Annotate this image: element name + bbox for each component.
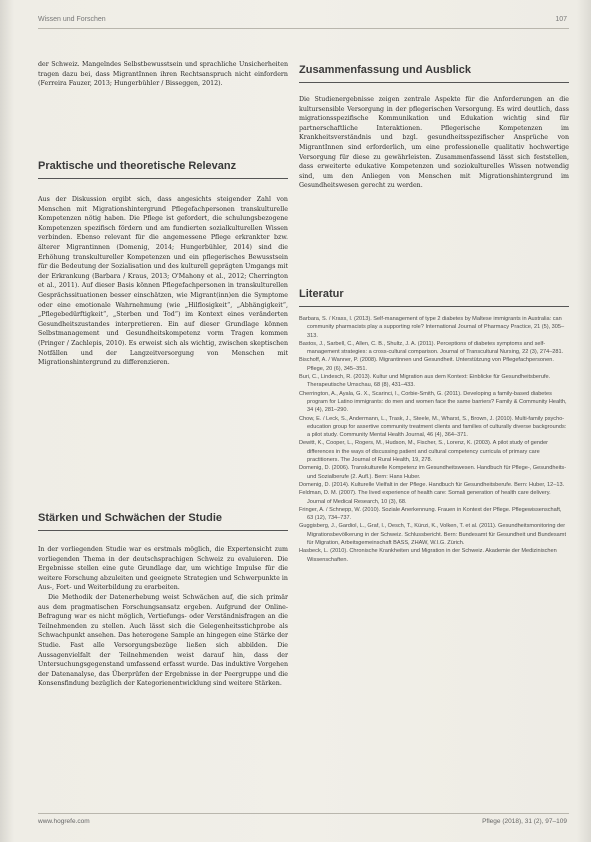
section-heading: Literatur (299, 288, 569, 307)
running-header (38, 10, 569, 29)
section-summary-outlook (299, 64, 569, 191)
section-heading: Stärken und Schwächen der Studie (38, 512, 288, 531)
section-practical-relevance (38, 160, 288, 368)
section-heading: Zusammenfassung und Ausblick (299, 64, 569, 83)
reference-item: Fringer, A. / Schnepp, W. (2010). Soziale Anerkennung. Frauen in Kontext der Pflege. Pflegewissenschaft, 63 (12), 734–737. (299, 506, 562, 522)
reference-item: Cherrington, A., Ayala, G. X., Scarinci, I., Corbie-Smith, G. (2011). Developing a family-based diabetes program for Latino immigrants: do men and women face the same barriers? Family & Community Health, 34 (4), 281–290. (299, 390, 567, 414)
section-paragraph: In der vorliegenden Studie war es erstmals möglich, die Expertensicht zum vorliegenden Thema in der deutschsprachigen Schweiz zu evaluieren. Die Ergebnisse stellen eine gute Grundlage dar, um wichtige Impulse für die weitere Forschung abzuleiten und geeignete Strategien und Schwerpunkte in Aus-, Fort- und Weiterbildung zu erarbeiten. (38, 546, 288, 592)
section-literature (299, 288, 569, 564)
section-paragraph: Die Methodik der Datenerhebung weist Schwächen auf, die sich primär aus dem pragmatischen Forschungsansatz ergeben. Aufgrund der Online-Befragung war es nicht möglich, Vertiefungs- oder Verständnisfragen an die Teilnehmenden zu stellen. Auch lässt sich die Gelegenheitsstichprobe als Schwachpunkt ansehen. Das heterogene Sample an hingegen eine Stärke der Studie. Fast alle Versorgungsbezüge ließen sich abbilden. Die Aussagenvielfalt der Teilnehmenden weist darauf hin, dass der Untersuchungsgegenstand umfassend erfasst wurde. Das induktive Vorgehen der Datenanalyse, das Überprüfen der Ergebnisse in der Peergruppe und die Konsensfindung bezüglich der Kategorienentwicklung sind weitere Stärken. (38, 593, 288, 688)
reference-item: Guggisberg, J., Gardiol, L., Graf, I., Oesch, T., Künzi, K., Volken, T. et al. (2011). Gesundheitsmonitoring der Migrationsbevölkerung in der Schweiz. Schlussbericht. Bern: Bundesamt für Gesundheit und Bundesamt für Migration, Arbeitsgemeinschaft BASS, ZHAW, W.I.G. Zürich. (299, 523, 567, 547)
section-strengths-weaknesses (38, 512, 288, 689)
intro-block (38, 60, 288, 89)
page-number: 107 (555, 16, 567, 23)
section-paragraph: Die Studienergebnisse zeigen zentrale Aspekte für die Anforderungen an die kultursensible Versorgung in der pflegerischen Versorgung. Es wird deutlich, dass migrationsspezifische Kommunikation und Edukation wichtig sind für partnerschaftliche Interaktionen. Pflegerische Kompetenzen im Krankheitsverständnis und bzgl. gesundheitsspezifischer Ansprüche von MigrantInnen sind erforderlich, um eine professionelle qualitativ hochwertige Versorgung für diese zu gewährleisten. Zusammenfassend lässt sich feststellen, dass erweiterte edukative Kompetenzen und soziokulturelles Wissen notwendig sind, um den Anliegen von Menschen mit Migrationshintergrund im Gesundheitswesen gerecht zu werden. (299, 96, 569, 190)
reference-item: Feldman, D. M. (2007). The lived experience of health care: Somali generation of health care delivery. Journal of Medical Research, 10 (3), 68. (299, 490, 551, 505)
reference-item: Dewitt, K., Cooper, L., Rogers, M., Hudson, M., Fischer, S., Lorenz, K. (2003). A pilot study of gender differences in the ways of discussing patient and cultural competency curricula of primary care practitioners. The Journal of Rural Health, 19, 278. (299, 440, 549, 464)
reference-item: Bastos, J., Sarbell, C., Allen, C. B., Shultz, J. A. (2011). Perceptions of diabetes symptoms and self-management strategies: a cross-cultural comparison. Journal of Transcultural Nursing, 22 (3), 274–281. (299, 340, 564, 356)
intro-paragraph: der Schweiz. Mangelndes Selbstbewusstsein und sprachliche Unsicherheiten tragen dazu bei, dass MigrantInnen ihren Rechtsanspruch nicht einfordern (Ferreira Fauzer, 2013; Hungerbühler / Bisseggen, 2012). (38, 61, 288, 88)
running-header-section: Wissen und Forschen (38, 16, 106, 23)
reference-list (299, 315, 569, 564)
reference-item: Domenig, D. (2014). Kulturelle Vielfalt in der Pflege. Handbuch für Gesundheitsberufe. Bern: Huber, 12–13. (299, 481, 565, 488)
reference-item: Buri, C., Lindesch, R. (2013). Kultur und Migration aus dem Kontext: Einblicke für Gesundheitsberufe. Therapeutische Umschau, 68 (8), 431–433. (299, 374, 551, 389)
section-paragraph: Aus der Diskussion ergibt sich, dass angesichts steigender Zahl von Menschen mit Migrationshintergrund Pflegefachpersonen transkulturelle Kompetenzen nötig haben. Die Pflege ist gefordert, die schulungsbezogene Kompetenzen spezifisch fördern und am fundierten sozialkulturellen Wissen verbinden. Ebenso relevant für die angemessene Pflege erkrankter bzw. älterer Migrantinnen (Domenig, 2014; Hungerbühler, 2014) sind die Erhöhung transkultureller Kompetenzen und ein pflegerisches Bewusstsein für die Bedeutung der Sozialisation und des kulturell geprägten Umgangs mit der Erkrankung (Barbara / Kraus, 2013; O'Mahony et al., 2012; Cherrington et al., 2011). Auf dieser Basis können Pflegefachpersonen in transkulturellen Gesprächssituationen besser einschätzen, wie Migrant(inn)en die Symptome oder eine emotionale Wahrnehmung (wie „Hilflosigkeit“, „Abhängigkeit“, „Pflegebedürftigkeit“, „Sterben und Tod“) im Kontext eines veränderten Gesundheitszustandes interpretieren. Ein auf dieser Grundlage können Selbstmanagement und Gesundheitskompetenz vorm Tragen kommen (Pringer / Zachlepis, 2010). Es erweist sich als wichtig, zwischen skeptischen Notfällen und der Langzeitversorgung von Menschen mit Migrationshintergrund zu differenzieren. (38, 196, 288, 367)
publisher-url: www.hogrefe.com (38, 818, 90, 825)
reference-item: Domenig, D. (2006). Transkulturelle Kompetenz im Gesundheitswesen. Handbuch für Pflege-, Gesundheits- und Sozialberufe (2. Aufl.). Bern: Hans Huber. (299, 465, 567, 480)
reference-item: Barbara, S. / Krass, I. (2013). Self-management of type 2 diabetes by Maltese immigrants in Australia: can community pharmacists play a supporting role? International Journal of Pharmacy Practice, 21 (5), 305–313. (299, 316, 565, 339)
reference-item: Hasbeck, L. (2010). Chronische Krankheiten und Migration in der Schweiz. Akademie der Medizinischen Wissenschaften. (299, 548, 557, 563)
reference-item: Bischoff, A. / Wanner, P. (2008). Migrantinnen und Gesundheit. Unterstützung von Pflegefachpersonen. Pflege, 20 (6), 345–351. (299, 357, 554, 372)
running-footer (38, 813, 569, 828)
reference-item: Chow, E. / Leck, S., Andermann, L., Trask, J., Steele, M., Wharst, S., Brown, J. (2010). Multi-family psycho-education group for assertive community treatment clients and families of culturally diverse backgrounds: a pilot study. Community Mental Health Journal, 46 (4), 364–371. (299, 415, 567, 439)
section-heading: Praktische und theoretische Relevanz (38, 160, 288, 179)
journal-citation: Pflege (2018), 31 (2), 97–109 (482, 818, 567, 825)
